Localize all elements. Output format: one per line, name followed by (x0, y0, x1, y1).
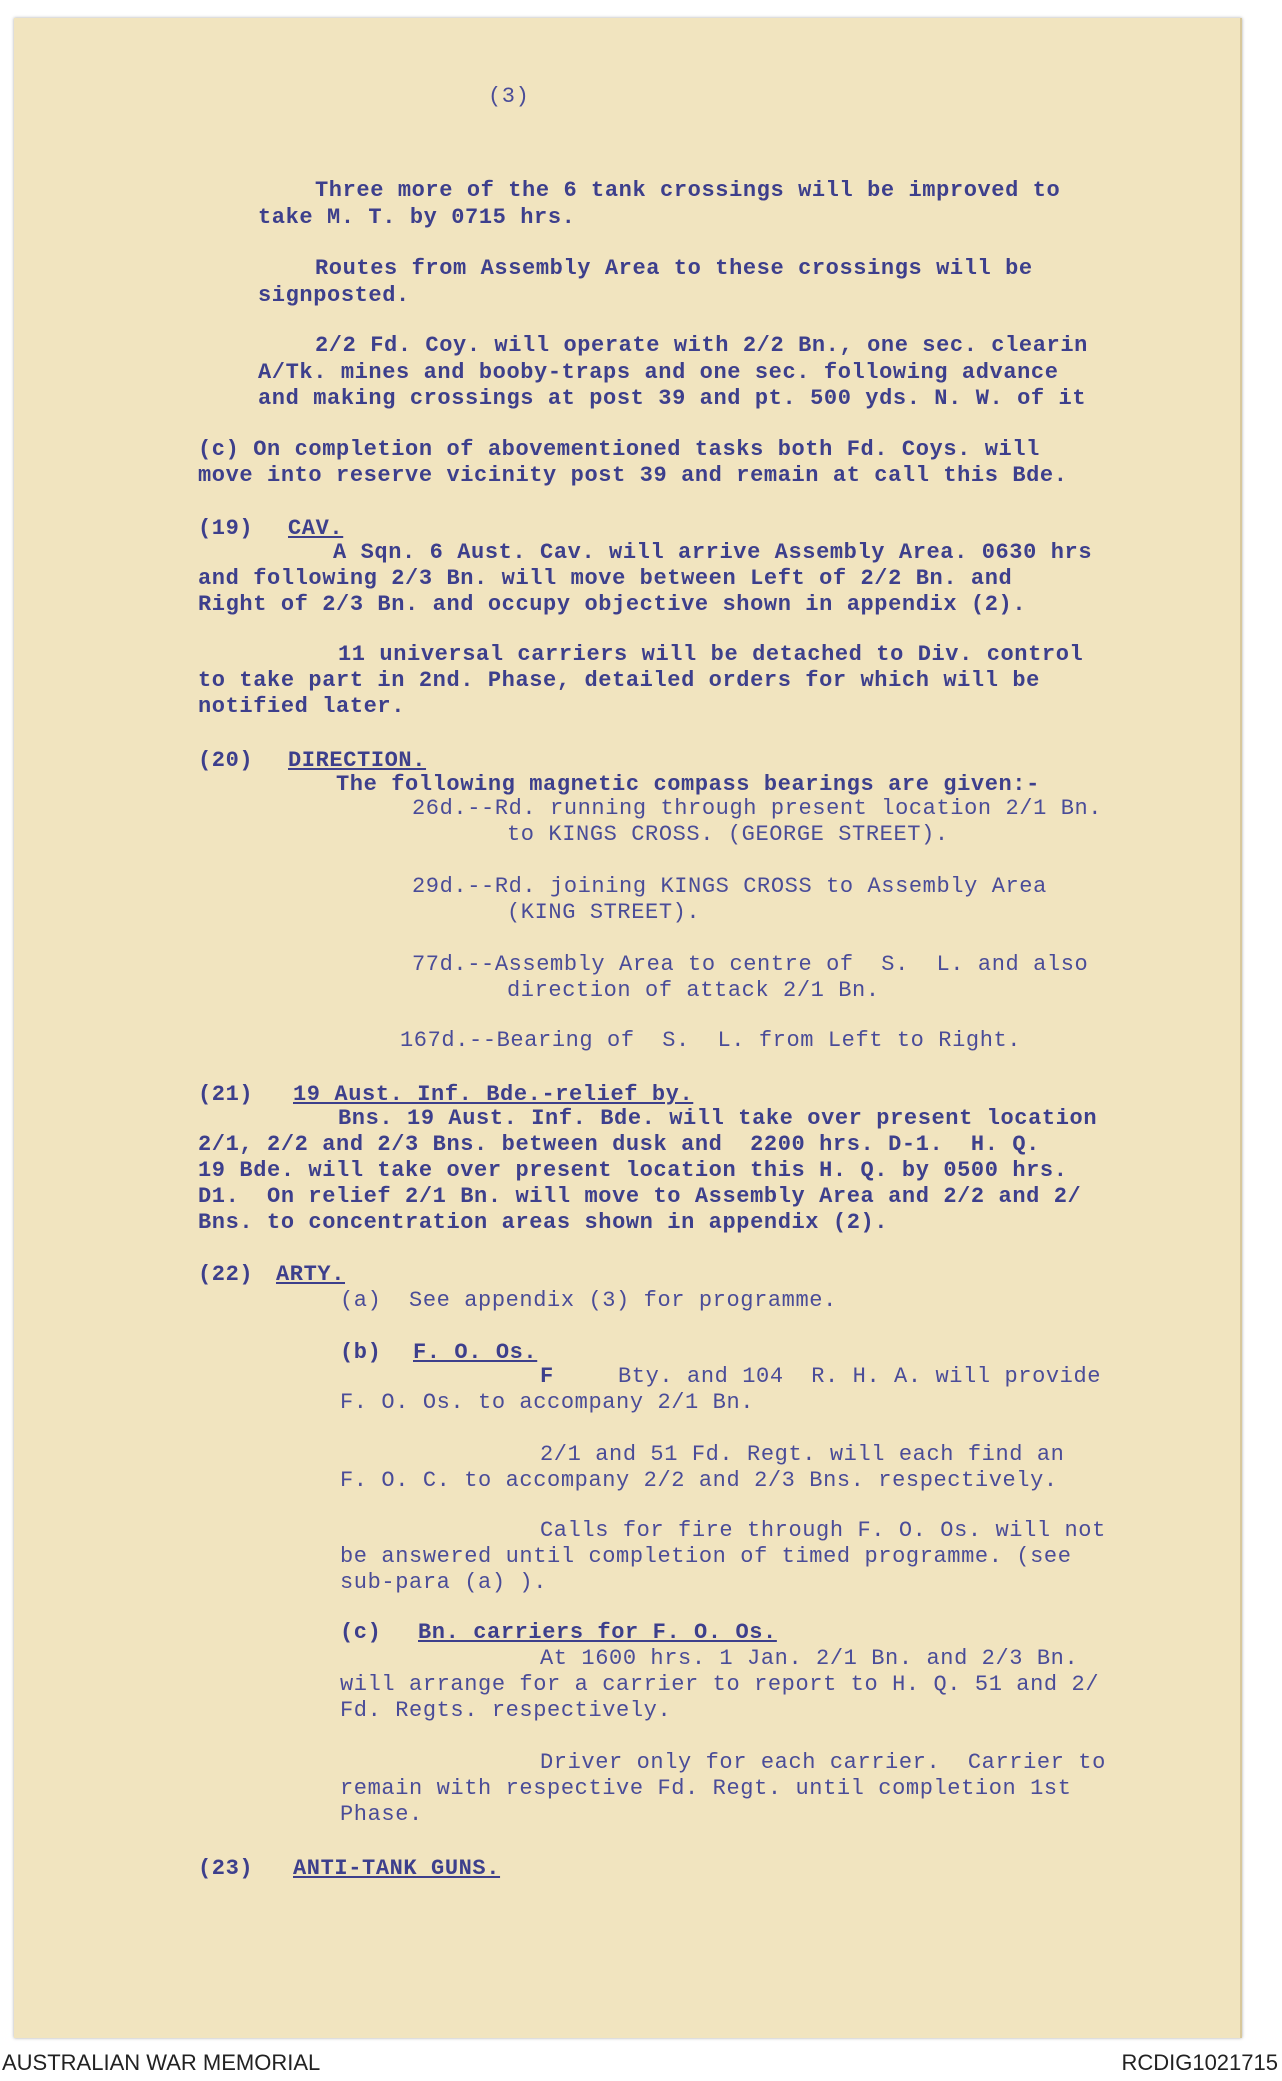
text-line: move into reserve vicinity post 39 and remain at call this Bde. (198, 463, 1068, 488)
page-number: (3) (488, 84, 530, 109)
text-line: F (540, 1364, 554, 1389)
text-line: direction of attack 2/1 Bn. (507, 978, 880, 1003)
text-line: remain with respective Fd. Regt. until completion 1st (340, 1776, 1072, 1801)
section-number: (21) (198, 1082, 254, 1107)
section-heading: ANTI-TANK GUNS. (293, 1856, 501, 1881)
text-line: Phase. (340, 1802, 423, 1827)
text-line: Right of 2/3 Bn. and occupy objective shown in appendix (2). (198, 592, 1027, 617)
text-line: and following 2/3 Bn. will move between Left of 2/2 Bn. and (198, 566, 1013, 591)
text-line: 11 universal carriers will be detached to Div. control (338, 642, 1084, 667)
text-line: sub-para (a) ). (340, 1570, 548, 1595)
text-line: A Sqn. 6 Aust. Cav. will arrive Assembly Area. 0630 hrs (333, 540, 1093, 565)
text-line: Routes from Assembly Area to these crossings will be (315, 256, 1033, 281)
section-heading: 19 Aust. Inf. Bde.-relief by. (293, 1082, 694, 1107)
text-line: D1. On relief 2/1 Bn. will move to Assembly Area and 2/2 and 2/ (198, 1184, 1082, 1209)
text-line: 19 Bde. will take over present location this H. Q. by 0500 hrs. (198, 1158, 1068, 1183)
section-number: (22) (198, 1262, 254, 1287)
footer-right: RCDIG1021715 (1121, 2050, 1278, 2075)
text-line: 29d.--Rd. joining KINGS CROSS to Assembly Area (412, 874, 1047, 899)
text-line: F. O. C. to accompany 2/2 and 2/3 Bns. respectively. (340, 1468, 1058, 1493)
section-number: (19) (198, 516, 254, 541)
text-line: Driver only for each carrier. Carrier to (540, 1750, 1106, 1775)
text-line: take M. T. by 0715 hrs. (258, 205, 576, 230)
text-line: Fd. Regts. respectively. (340, 1698, 672, 1723)
text-line: Calls for fire through F. O. Os. will not (540, 1518, 1106, 1543)
subsection-heading: F. O. Os. (413, 1340, 538, 1365)
text-line: 2/1, 2/2 and 2/3 Bns. between dusk and 2200 hrs. D-1. H. Q. (198, 1132, 1040, 1157)
text-line: will arrange for a carrier to report to H. Q. 51 and 2/ (340, 1672, 1100, 1697)
text-line: The following magnetic compass bearings are given:- (336, 772, 1040, 797)
text-line: to take part in 2nd. Phase, detailed orders for which will be (198, 668, 1040, 693)
text-line: be answered until completion of timed programme. (see (340, 1544, 1072, 1569)
text-line: to KINGS CROSS. (GEORGE STREET). (507, 822, 949, 847)
text-line: 167d.--Bearing of S. L. from Left to Right. (400, 1028, 1022, 1053)
text-line: F. O. Os. to accompany 2/1 Bn. (340, 1390, 755, 1415)
section-heading: CAV. (288, 516, 344, 541)
section-number: (20) (198, 748, 254, 773)
subsection-label: (c) (340, 1620, 382, 1645)
text-line: A/Tk. mines and booby-traps and one sec. following advance (258, 360, 1059, 385)
subsection-label: (b) (340, 1340, 382, 1365)
text-line: (a) See appendix (3) for programme. (340, 1288, 837, 1313)
text-line: Bns. 19 Aust. Inf. Bde. will take over present location (338, 1106, 1098, 1131)
text-line: 77d.--Assembly Area to centre of S. L. and also (412, 952, 1089, 977)
text-line: 2/1 and 51 Fd. Regt. will each find an (540, 1442, 1065, 1467)
section-heading: DIRECTION. (288, 748, 427, 773)
section-heading: ARTY. (276, 1262, 346, 1287)
text-line: (c) On completion of abovementioned tasks both Fd. Coys. will (198, 437, 1040, 462)
text-line: 2/2 Fd. Coy. will operate with 2/2 Bn., one sec. clearin (315, 333, 1088, 358)
text-line: At 1600 hrs. 1 Jan. 2/1 Bn. and 2/3 Bn. (540, 1646, 1079, 1671)
text-line: Bty. and 104 R. H. A. will provide (618, 1364, 1102, 1389)
section-number: (23) (198, 1856, 254, 1881)
subsection-heading: Bn. carriers for F. O. Os. (418, 1620, 777, 1645)
text-line: (KING STREET). (507, 900, 701, 925)
footer-left: AUSTRALIAN WAR MEMORIAL (2, 2050, 321, 2075)
text-line: 26d.--Rd. running through present location 2/1 Bn. (412, 796, 1103, 821)
text-line: signposted. (258, 283, 410, 308)
text-line: notified later. (198, 694, 406, 719)
text-line: and making crossings at post 39 and pt. 500 yds. N. W. of it (258, 386, 1087, 411)
text-line: Three more of the 6 tank crossings will be improved to (315, 178, 1061, 203)
text-line: Bns. to concentration areas shown in appendix (2). (198, 1210, 889, 1235)
